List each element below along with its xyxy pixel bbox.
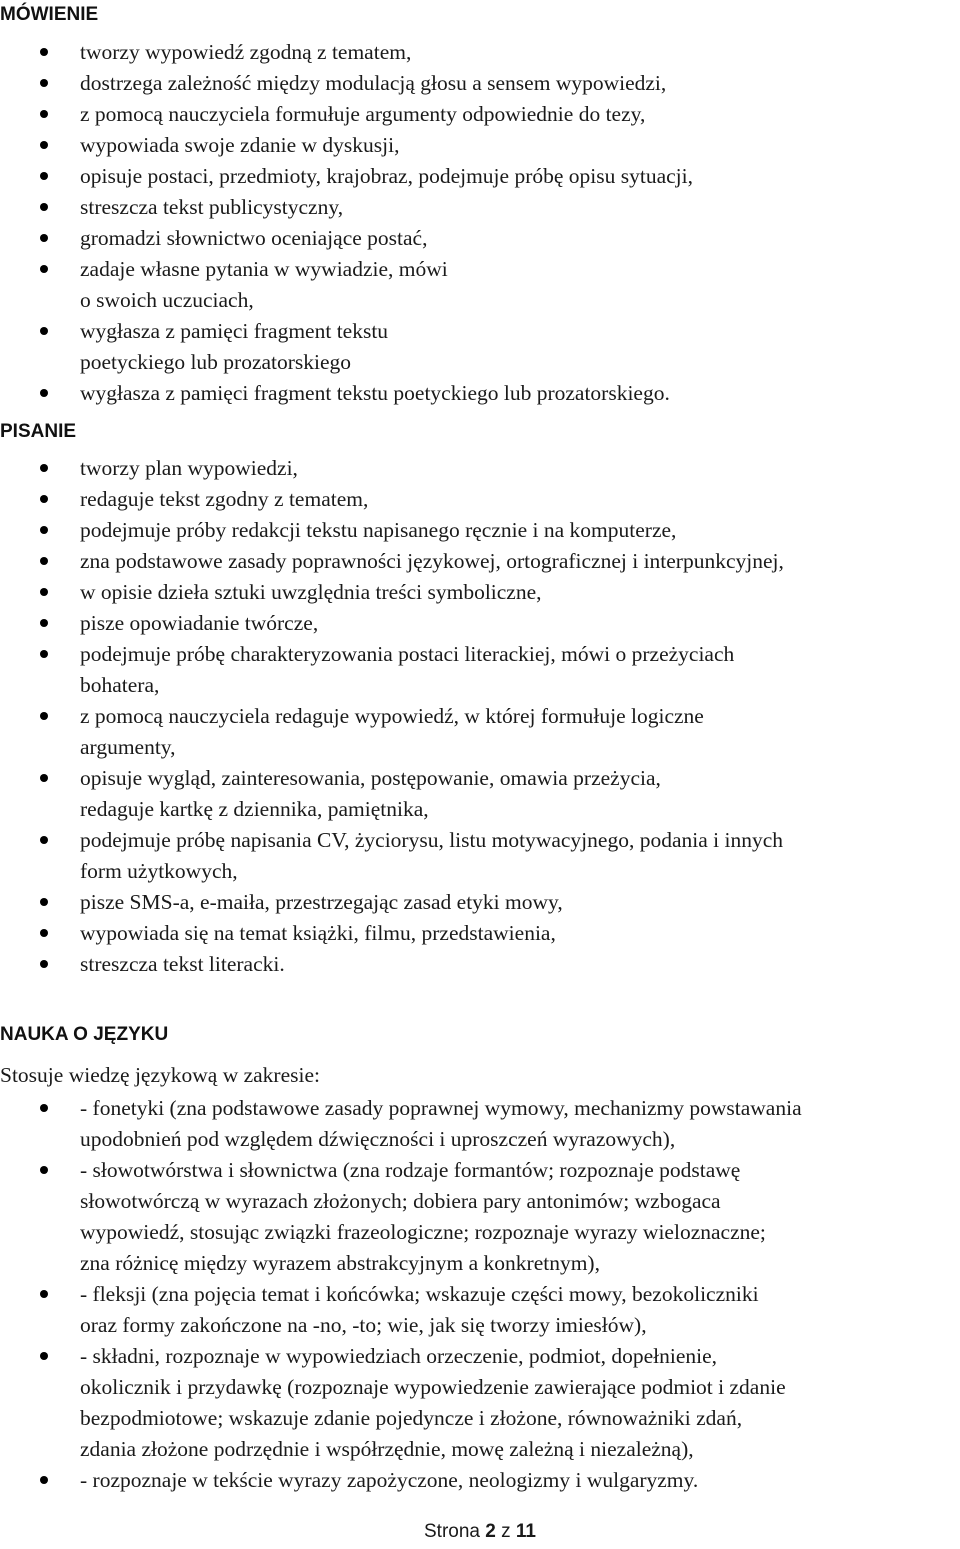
list-item-text: podejmuje próbę napisania CV, życiorysu, listu motywacyjnego, podania i innych [80, 828, 783, 852]
list-item-text: - rozpoznaje w tekście wyrazy zapożyczone, neologizmy i wulgaryzmy. [80, 1468, 699, 1492]
list-item [0, 1341, 960, 1465]
bullet-icon [40, 265, 48, 273]
bullet-icon [40, 48, 48, 56]
bullet-icon [40, 1290, 48, 1298]
list-item-text: zdania złożone podrzędnie i współrzędnie, mowę zależną i niezależną), [80, 1437, 694, 1461]
bullet-icon [40, 172, 48, 180]
list-item-text: wypowiedź, stosując związki frazeologiczne; rozpoznaje wyrazy wieloznaczne; [80, 1220, 766, 1244]
bullet-icon [40, 141, 48, 149]
list-item [0, 68, 960, 99]
list-item [0, 192, 960, 223]
list-item [0, 763, 960, 825]
list-item-text: dostrzega zależność między modulacją głosu a sensem wypowiedzi, [80, 71, 667, 95]
bullet-icon [40, 929, 48, 937]
list-item [0, 1155, 960, 1279]
list-item [0, 1465, 960, 1496]
list-item-text: redaguje kartkę z dziennika, pamiętnika, [80, 797, 429, 821]
list-item [0, 515, 960, 546]
bullet-icon [40, 898, 48, 906]
bullet-icon [40, 203, 48, 211]
list-item-text: form użytkowych, [80, 859, 238, 883]
list-item-text: wygłasza z pamięci fragment tekstu [80, 319, 389, 343]
list-item-text: z pomocą nauczyciela redaguje wypowiedź, w której formułuje logiczne [80, 704, 704, 728]
list-item-text: okolicznik i przydawkę (rozpoznaje wypowiedzenie zawierające podmiot i zdanie [80, 1375, 786, 1399]
bullet-icon [40, 389, 48, 397]
footer-prefix: Strona [424, 1521, 480, 1542]
footer-separator: z [501, 1521, 511, 1542]
list-item [0, 639, 960, 701]
list-item [0, 825, 960, 887]
bullet-icon [40, 650, 48, 658]
section-heading-pisanie: PISANIE [0, 421, 77, 442]
list-item-text: podejmuje próbę charakteryzowania postaci literackiej, mówi o przeżyciach [80, 642, 735, 666]
list-item-text: - fleksji (zna pojęcia temat i końcówka; wskazuje części mowy, bezokoliczniki [80, 1282, 759, 1306]
bullet-icon [40, 712, 48, 720]
list-item-text: bezpodmiotowe; wskazuje zdanie pojedyncze i złożone, równoważniki zdań, [80, 1406, 743, 1430]
list-item-text: zadaje własne pytania w wywiadzie, mówi [80, 257, 448, 281]
section-heading-mowienie: MÓWIENIE [0, 4, 99, 25]
list-item [0, 254, 960, 316]
list-item [0, 949, 960, 980]
list-item-text: pisze opowiadanie twórcze, [80, 611, 319, 635]
list-item [0, 99, 960, 130]
list-item-text: argumenty, [80, 735, 176, 759]
list-item [0, 1093, 960, 1155]
list-item-text: wygłasza z pamięci fragment tekstu poetyckiego lub prozatorskiego. [80, 381, 670, 405]
list-item-text: streszcza tekst literacki. [80, 952, 285, 976]
list-item [0, 130, 960, 161]
list-item-text: tworzy wypowiedź zgodną z tematem, [80, 40, 412, 64]
list-item [0, 887, 960, 918]
list-item [0, 316, 960, 378]
list-item-text: o swoich uczuciach, [80, 288, 254, 312]
list-item-text: streszcza tekst publicystyczny, [80, 195, 344, 219]
list-item-text: wypowiada się na temat książki, filmu, przedstawienia, [80, 921, 556, 945]
list-nauka [0, 1093, 960, 1496]
page-footer [0, 1520, 960, 1544]
bullet-icon [40, 774, 48, 782]
bullet-icon [40, 526, 48, 534]
list-pisanie [0, 453, 960, 980]
bullet-icon [40, 836, 48, 844]
list-item [0, 453, 960, 484]
list-item-text: bohatera, [80, 673, 160, 697]
list-item-text: redaguje tekst zgodny z tematem, [80, 487, 369, 511]
bullet-icon [40, 110, 48, 118]
nauka-intro: Stosuje wiedzę językową w zakresie: [0, 1063, 320, 1087]
bullet-icon [40, 495, 48, 503]
list-item-text: opisuje wygląd, zainteresowania, postępowanie, omawia przeżycia, [80, 766, 661, 790]
list-item-text: oraz formy zakończone na -no, -to; wie, jak się tworzy imiesłów), [80, 1313, 647, 1337]
list-item-text: słowotwórczą w wyrazach złożonych; dobiera pary antonimów; wzbogaca [80, 1189, 721, 1213]
list-item-text: z pomocą nauczyciela formułuje argumenty odpowiednie do tezy, [80, 102, 646, 126]
bullet-icon [40, 1352, 48, 1360]
list-item [0, 546, 960, 577]
list-item-text: upodobnień pod względem dźwięczności i uproszczeń wyrazowych), [80, 1127, 676, 1151]
list-item-text: pisze SMS-a, e-maiła, przestrzegając zasad etyki mowy, [80, 890, 563, 914]
list-item [0, 918, 960, 949]
list-item-text: zna różnicę między wyrazem abstrakcyjnym a konkretnym), [80, 1251, 600, 1275]
list-item-text: - fonetyki (zna podstawowe zasady poprawnej wymowy, mechanizmy powstawania [80, 1096, 802, 1120]
list-item-text: zna podstawowe zasady poprawności językowej, ortograficznej i interpunkcyjnej, [80, 549, 784, 573]
list-item [0, 484, 960, 515]
bullet-icon [40, 234, 48, 242]
list-item-text: poetyckiego lub prozatorskiego [80, 350, 352, 374]
list-item-text: - składni, rozpoznaje w wypowiedziach orzeczenie, podmiot, dopełnienie, [80, 1344, 718, 1368]
list-item [0, 223, 960, 254]
bullet-icon [40, 1104, 48, 1112]
footer-page-number: 2 [485, 1521, 496, 1542]
list-mowienie [0, 37, 960, 409]
bullet-icon [40, 588, 48, 596]
list-item [0, 37, 960, 68]
list-item-text: gromadzi słownictwo oceniające postać, [80, 226, 428, 250]
list-item [0, 161, 960, 192]
list-item [0, 701, 960, 763]
list-item [0, 577, 960, 608]
list-item-text: - słowotwórstwa i słownictwa (zna rodzaje formantów; rozpoznaje podstawę [80, 1158, 741, 1182]
bullet-icon [40, 79, 48, 87]
bullet-icon [40, 1476, 48, 1484]
list-item [0, 608, 960, 639]
footer-page-total: 11 [515, 1521, 536, 1542]
list-item [0, 378, 960, 409]
list-item-text: wypowiada swoje zdanie w dyskusji, [80, 133, 400, 157]
bullet-icon [40, 960, 48, 968]
bullet-icon [40, 327, 48, 335]
list-item-text: tworzy plan wypowiedzi, [80, 456, 298, 480]
list-item-text: w opisie dzieła sztuki uwzględnia treści symboliczne, [80, 580, 542, 604]
list-item [0, 1279, 960, 1341]
list-item-text: opisuje postaci, przedmioty, krajobraz, podejmuje próbę opisu sytuacji, [80, 164, 693, 188]
bullet-icon [40, 1166, 48, 1174]
bullet-icon [40, 557, 48, 565]
bullet-icon [40, 464, 48, 472]
bullet-icon [40, 619, 48, 627]
list-item-text: podejmuje próby redakcji tekstu napisanego ręcznie i na komputerze, [80, 518, 677, 542]
section-heading-nauka: NAUKA O JĘZYKU [0, 1024, 169, 1045]
